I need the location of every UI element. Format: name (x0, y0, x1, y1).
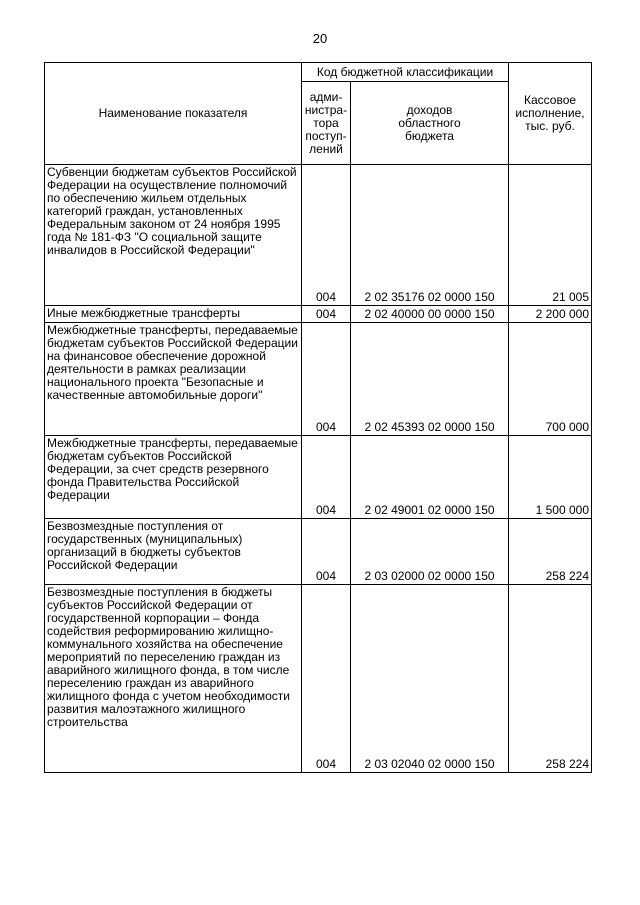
row-admin-code: 004 (302, 519, 351, 585)
row-amount: 21 005 (509, 165, 592, 306)
row-name: Безвозмездные поступления в бюджеты субъектов Российской Федерации от государственной корпорации – Фонда содействия реформированию жилищно-коммунального хозяйства на обеспечение мероприятий по переселению граждан из аварийного жилищного фонда, в том числе переселению граждан из аварийного жилищного фонда с учетом необходимости развития малоэтажного жилищного строительства (45, 585, 302, 773)
table-row (45, 585, 592, 773)
page-number: 20 (312, 31, 328, 46)
row-name: Иные межбюджетные трансферты (45, 306, 302, 323)
row-admin-code: 004 (302, 323, 351, 436)
row-name: Безвозмездные поступления от государственных (муниципальных) организаций в бюджеты субъектов Российской Федерации (45, 519, 302, 585)
table-row (45, 519, 592, 585)
row-budget-code: 2 03 02040 02 0000 150 (351, 585, 509, 773)
row-admin-code: 004 (302, 165, 351, 306)
row-budget-code: 2 02 35176 02 0000 150 (351, 165, 509, 306)
budget-table (44, 62, 592, 773)
row-name: Субвенции бюджетам субъектов Российской Федерации на осуществление полномочий по обеспечению жильем отдельных категорий граждан, установленных Федеральным законом от 24 ноября 1995 года № 181-ФЗ "О социальной защите инвалидов в Российской Федерации" (45, 165, 302, 306)
row-admin-code: 004 (302, 585, 351, 773)
header-name: Наименование показателя (45, 63, 302, 165)
header-row-1 (45, 63, 592, 82)
row-budget-code: 2 02 49001 02 0000 150 (351, 436, 509, 519)
header-revenue: доходов областного бюджета (351, 82, 509, 165)
row-budget-code: 2 02 45393 02 0000 150 (351, 323, 509, 436)
header-amount: Кассовое исполнение, тыс. руб. (509, 63, 592, 165)
row-amount: 2 200 000 (509, 306, 592, 323)
row-name: Межбюджетные трансферты, передаваемые бюджетам субъектов Российской Федерации на финансовое обеспечение дорожной деятельности в рамках реализации национального проекта "Безопасные и качественные автомобильные дороги" (45, 323, 302, 436)
row-amount: 1 500 000 (509, 436, 592, 519)
row-name: Межбюджетные трансферты, передаваемые бюджетам субъектов Российской Федерации, за счет средств резервного фонда Правительства Российской Федерации (45, 436, 302, 519)
table-row (45, 306, 592, 323)
header-code-group: Код бюджетной классификации (302, 63, 509, 82)
table-row (45, 323, 592, 436)
table-row (45, 165, 592, 306)
row-amount: 258 224 (509, 519, 592, 585)
table-row (45, 436, 592, 519)
header-admin: адми- нистра- тора поступ- лений (302, 82, 351, 165)
row-amount: 258 224 (509, 585, 592, 773)
row-admin-code: 004 (302, 306, 351, 323)
row-budget-code: 2 02 40000 00 0000 150 (351, 306, 509, 323)
row-amount: 700 000 (509, 323, 592, 436)
row-budget-code: 2 03 02000 02 0000 150 (351, 519, 509, 585)
row-admin-code: 004 (302, 436, 351, 519)
